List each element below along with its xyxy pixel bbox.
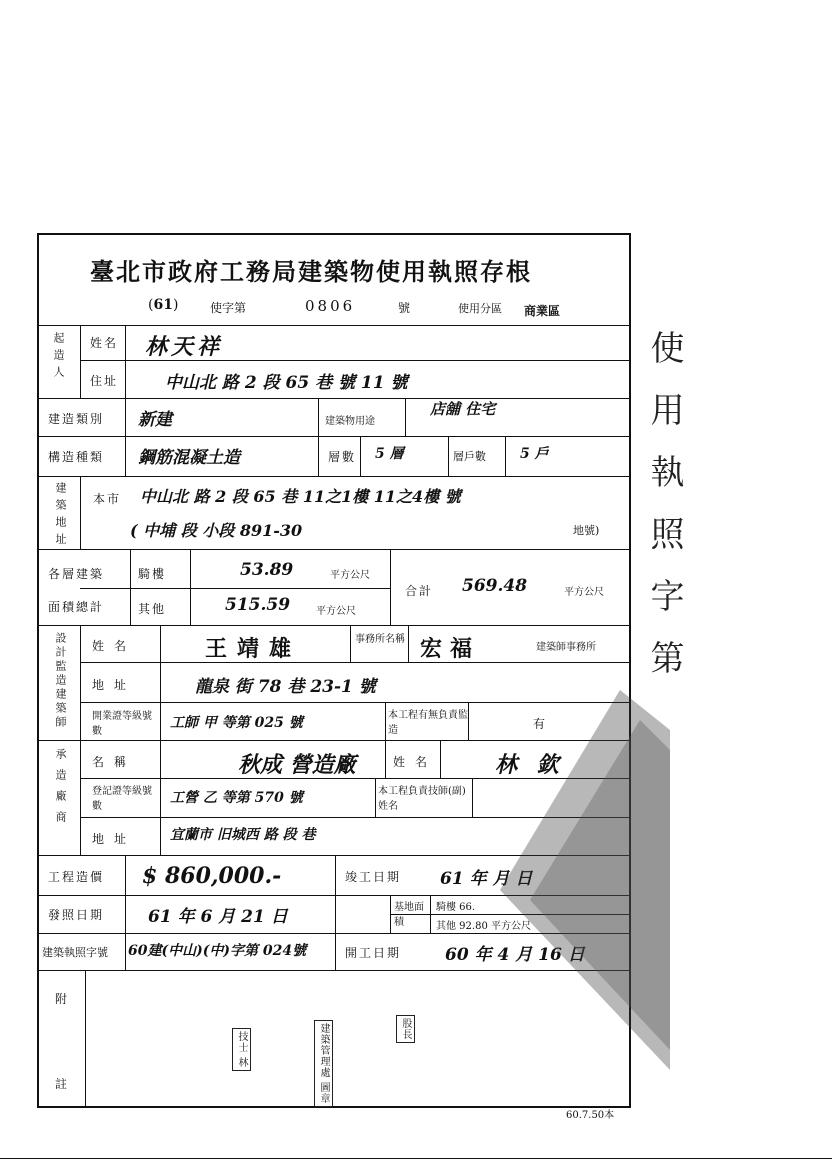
responsible-value: 有 — [533, 717, 548, 731]
stamp-chief: 股長 — [396, 1015, 415, 1043]
contractor-person: 林 欽 — [495, 752, 565, 778]
stamp-technician: 技士 林 — [232, 1028, 251, 1071]
site-section-label: 建築地址 — [54, 482, 67, 550]
address-label: 住址 — [90, 374, 119, 388]
contractor-address-label: 地址 — [92, 832, 137, 846]
applicant-address: 中山北 路 2 段 65 巷 號 11 號 — [165, 373, 408, 393]
permit-year: (61) — [148, 297, 179, 313]
city-label: 本市 — [93, 492, 122, 506]
other-label: 其他 — [138, 602, 167, 616]
building-use-label: 建築物用途 — [325, 416, 375, 427]
total-value: 569.48 — [462, 576, 528, 596]
designer-address-label: 地址 — [92, 678, 137, 692]
office-name: 宏福 — [420, 636, 481, 662]
structure-value: 鋼筋混凝土造 — [138, 448, 240, 468]
permit-suffix: 號 — [398, 301, 411, 315]
applicant-name: 林天祥 — [145, 334, 224, 360]
remarks-label-top: 附 — [55, 992, 70, 1006]
structure-label: 構造種類 — [48, 450, 105, 464]
arcade-label: 騎樓 — [138, 567, 167, 581]
stamp-office: 建築管理處 圖章 — [314, 1020, 333, 1107]
form-title: 臺北市政府工務局建築物使用執照存根 — [90, 257, 532, 286]
permit-prefix: 使字第 — [210, 301, 247, 315]
other-unit: 平方公尺 — [316, 606, 356, 617]
zone-value: 商業區 — [524, 304, 561, 318]
completion-label: 竣工日期 — [345, 870, 402, 884]
zone-label: 使用分區 — [458, 302, 502, 315]
license-value: 工師 甲 等第 025 號 — [170, 715, 303, 731]
other-value: 515.59 — [225, 595, 291, 615]
designer-address: 龍泉 街 78 巷 23-1 號 — [195, 677, 376, 697]
cert-label: 登記證等級號數 — [92, 786, 152, 812]
start-date-label: 開工日期 — [345, 946, 402, 960]
issue-date-label: 發照日期 — [48, 908, 105, 922]
bottom-edge — [0, 1158, 832, 1159]
cost-value: $ 860,000.- — [142, 863, 282, 889]
responsible-label: 本工程有無負責監造 — [388, 710, 468, 736]
floor-area-label-top: 各層建築 — [48, 567, 105, 581]
remarks-label-bottom: 註 — [55, 1077, 70, 1091]
margin-text: 使用執照字第 — [644, 330, 684, 702]
site-area-other: 其他 92.80 平方公尺 — [436, 921, 531, 932]
floors-label: 層數 — [328, 450, 357, 464]
tech-label: 本工程負責技師(副)姓名 — [378, 786, 466, 812]
applicant-section-label: 起造人 — [52, 332, 65, 383]
building-use-value: 店舖 住宅 — [430, 400, 496, 418]
print-code: 60.7.50本 — [566, 1110, 615, 1121]
construction-permit-label: 建築執照字號 — [42, 946, 108, 959]
build-category-label: 建造類別 — [48, 412, 105, 426]
site-area-arcade: 騎樓 66. — [436, 902, 476, 913]
cost-label: 工程造價 — [48, 870, 105, 884]
contractor-address: 宜蘭市 旧城西 路 段 巷 — [170, 827, 316, 843]
build-category-value: 新建 — [138, 410, 172, 430]
arcade-value: 53.89 — [240, 560, 294, 580]
designer-section-label: 設計監造建築師 — [54, 632, 67, 730]
office-label: 事務所名稱 — [355, 634, 405, 645]
start-date-value: 60 年 4 月 16 日 — [445, 945, 585, 965]
contractor-person-label: 姓名 — [393, 755, 438, 769]
issue-date-value: 61 年 6 月 21 日 — [148, 907, 288, 927]
completion-value: 61 年 月 日 — [440, 869, 533, 889]
units-label: 層戶數 — [453, 450, 486, 463]
total-label: 合計 — [405, 584, 434, 598]
contractor-name: 秋成 營造廠 — [238, 752, 356, 778]
floors-value: 5 層 — [375, 446, 404, 462]
designer-name-label: 姓名 — [92, 639, 137, 653]
floor-area-label-bottom: 面積總計 — [48, 600, 105, 614]
designer-name: 王靖雄 — [205, 636, 302, 662]
site-address-lot: ( 中埔 段 小段 891-30 — [130, 521, 303, 540]
folded-corner — [470, 690, 670, 1070]
permit-number: 0806 — [305, 297, 356, 315]
contractor-name-label: 名稱 — [92, 755, 137, 769]
license-label: 開業證等級號數 — [92, 711, 152, 737]
lot-label: 地號) — [573, 524, 600, 537]
arcade-unit: 平方公尺 — [330, 570, 370, 581]
total-unit: 平方公尺 — [564, 587, 604, 598]
site-area-label: 基地面積 — [394, 902, 424, 928]
site-address-line1: 中山北 路 2 段 65 巷 11之1樓 11之4樓 號 — [140, 487, 461, 506]
name-label: 姓名 — [90, 336, 119, 350]
units-value: 5 戶 — [520, 446, 549, 462]
cert-value: 工營 乙 等第 570 號 — [170, 790, 303, 806]
contractor-section-label: 承造廠商 — [54, 748, 67, 832]
construction-permit-value: 60建(中山)(中)字第 024號 — [128, 943, 307, 959]
office-suffix: 建築師事務所 — [536, 642, 596, 653]
